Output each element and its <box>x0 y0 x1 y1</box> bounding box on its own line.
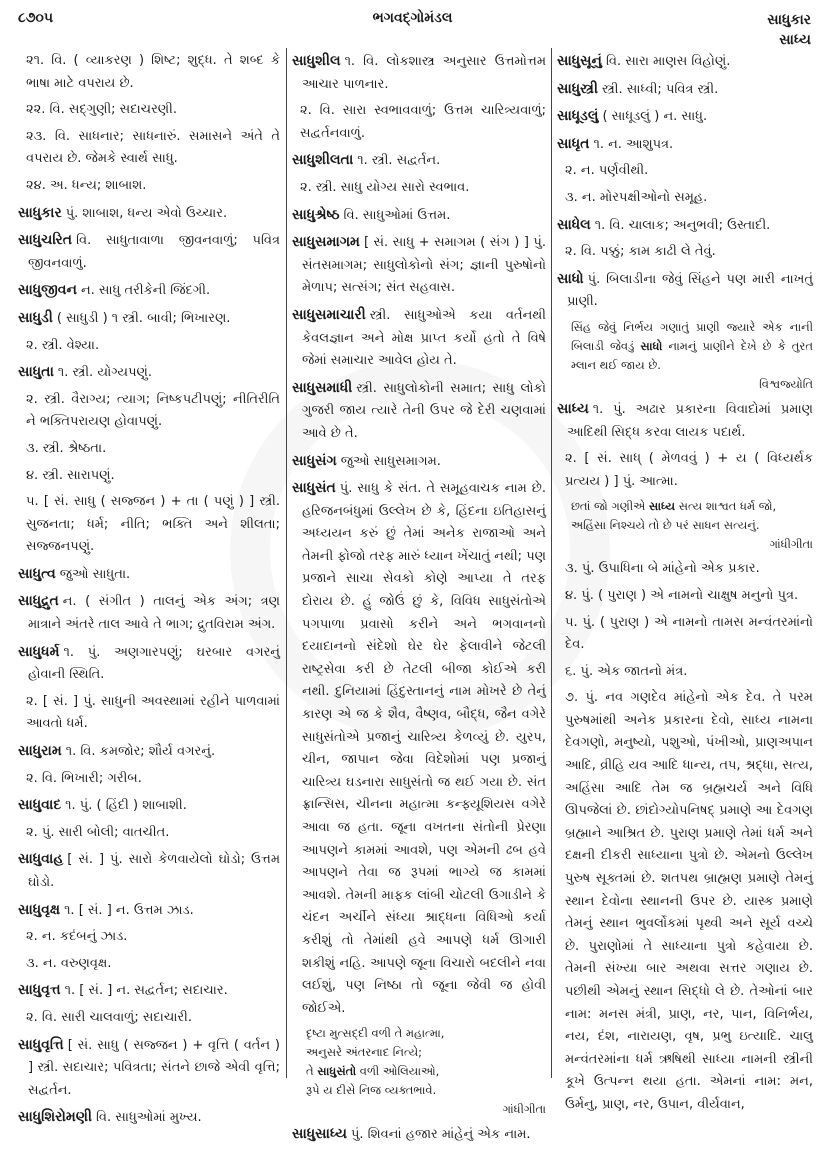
dictionary-entry <box>18 229 280 275</box>
entry-headword: સાધુસમાધી <box>292 379 353 396</box>
dictionary-entry <box>18 307 280 331</box>
entry-definition: પું. સાધુ કે સંત. તે સમૂહવાચક નામ છે. હરિજનબંધુમાં ઉલ્લેખ છે કે, હિંદના ઇતિહાસનું અધ્યયન કરું છું તેમાં અનેક રાજાઓ અને તેમની ફોજો તરફ મારું ધ્યાન ખેંચાતું નથી; પણ પ્રજાને સાચા સેવકો કોણે આપ્યા તે તરફ દોરાય છે. હું જોઉં છું કે, વિવિધ સાધુસંતોએ પગપાળા પ્રવાસો કરીને અને ભગવાનનો દયાદાનનો સંદેશો ઘેર ઘેર ફેલાવીને જેટલી રાષ્ટ્રસેવા કરી છે તેટલી બીજા કોઈએ કરી નથી. દુનિયામાં હિંદુસ્તાનનું નામ મોખરે છે તેનું કારણ એ જ કે શૈવ, વૈષ્ણવ, બૌદ્ધ, જૈન વગેરે સાધુસંતોએ પ્રજાનું ચારિત્ર્ય કેળવ્યું છે. યુરપ, ચીન, જાપાન જેવા વિદેશોમાં પણ પ્રજાનું ચારિત્ર્ય ઘડનારા સાધુસંતો જ થઈ ગયા છે. સંત ફ્રાન્સિસ, ચીનના મહાત્મા કન્ફ્યૂશિયસ વગેરે આવા જ હતા. જૂના વખતના સંતોની પ્રેરણા આપણને કામમાં આવશે, પણ એમની ઢબ હવે આપણને તેવા જ રૂપમાં ભાગ્યે જ કામમાં આવશે. તેમની માફક લાંબી ચોટલી ઉગાડીને કે ચંદન અર્ચીને સંધ્યા શ્રાદ્ધના વિધિઓ કર્યા કરીશું તો તેમાંથી હવે આપણે ધર્મ ઊગારી શકીશું નહિ. આપણે જૂના વિચારો બદલીને નવા લઈશું, પણ નિષ્ઠા તો જૂના જેવી જ હોવી જોઈએ. <box>302 481 546 1016</box>
sub-definition: ૨. સ્ત્રી. વૈરાગ્ય; ત્યાગ; નિષ્કપટીપણું; નીતિરીતિ ને ભક્તિપરાયણ હોવાપણું. <box>26 391 280 430</box>
quotation-line <box>571 516 813 535</box>
quotation-text: રૂપે ય દીસે નિજ વ્યક્તભાવે. <box>306 1083 437 1098</box>
entry-headword: સાધેલ <box>557 216 591 233</box>
quoted-headword: સાધો <box>640 338 663 353</box>
entry-headword: સાધુવૃત્તિ <box>18 1036 64 1053</box>
entry-headword: સાધુકાર <box>18 204 62 221</box>
dictionary-entry <box>557 214 813 238</box>
entry-definition: [ સં. સાધુ + સમાગમ ( સંગ ) ] પું. સંતસમાગમ; સાધુલોકોનો સંગ; જ્ઞાની પુરુષોનો મેળાપ; સત્સંગ; સંત સહવાસ. <box>302 235 546 296</box>
entry-headword: સાધુજીવન <box>18 282 77 299</box>
dictionary-entry <box>18 279 280 303</box>
dictionary-entry <box>18 899 280 923</box>
entry-headword: સાધુશીલતા <box>292 152 354 169</box>
dictionary-entry <box>18 1106 280 1130</box>
entry-headword: સાધૃત <box>557 135 590 152</box>
dictionary-entry <box>18 979 280 1003</box>
entry-headword: સાધુધર્મ <box>18 643 60 660</box>
dictionary-entry <box>292 450 546 474</box>
dictionary-entry <box>18 848 280 894</box>
quotation-source: વિશ્વજ્યોતિ <box>759 376 813 391</box>
entry-definition: વિ. સાધુઓમાં મુખ્ય. <box>95 1110 202 1126</box>
dictionary-entry <box>18 1034 280 1103</box>
entry-headword: સાધુવૃક્ષ <box>18 901 61 918</box>
dictionary-entry <box>18 202 280 226</box>
entry-headword: સાધુસૂનું <box>557 53 602 69</box>
entry-definition: ( સાધૂડલું ) ન. સાધુ. <box>602 109 708 125</box>
sub-definition: ૨૩. વિ. સાધનાર; સાધનારું. સમાસને અંતે તે વપરાય છે. જેમકે સ્વાર્થ સાધુ. <box>26 128 280 167</box>
entry-headword: સાધુતા <box>18 364 54 381</box>
dictionary-entry <box>18 641 280 687</box>
entry-headword: સાધુસંગ <box>292 452 337 469</box>
dictionary-entry <box>292 1123 546 1147</box>
dictionary-entry <box>557 105 813 129</box>
quotation-line <box>571 318 813 375</box>
sub-definition: ૨. વિ. પક્કું; કામ કાઢી લે તેવું. <box>565 244 716 260</box>
entry-headword: સાધુવાદ <box>18 797 62 814</box>
entry-headword: સાધુશ્રેષ્ઠ <box>292 206 340 223</box>
entry-headword: સાધુસાધ્ય <box>292 1126 347 1143</box>
guide-word-first: સાધુકાર <box>767 12 811 28</box>
entry-definition: ૧. પું. અણગારપણું; ઘરબાર વગરનું હોવાની સ્થિતિ. <box>28 644 280 683</box>
entry-headword: સાધુચરિત <box>18 232 73 249</box>
entry-definition: જુઓ સાધુતા. <box>59 566 131 582</box>
dictionary-entry <box>18 563 280 587</box>
entry-headword: સાધુશીલ <box>292 53 341 69</box>
sub-definition: ૨. સ્ત્રી. સાધુ યોગ્ય સારો સ્વભાવ. <box>300 179 470 195</box>
entry-definition: સ્ત્રી. સાધ્વી; પવિત્ર સ્ત્રી. <box>601 81 719 97</box>
sub-definition: ૨. વિ. સારા સ્વભાવવાળું; ઉત્તમ ચારિત્ર્યવાળું; સદ્વર્તનવાળું. <box>300 103 546 141</box>
sub-definition: ૫. [ સં. સાધુ ( સજ્જન ) + તા ( પણું ) ] સ્ત્રી. સુજનતા; ધર્મ; નીતિ; ભક્તિ અને શીલતા; સજ્જનપણું. <box>26 494 280 555</box>
dictionary-entry <box>292 377 546 446</box>
dictionary-entry <box>292 204 546 228</box>
dictionary-entry <box>557 133 813 157</box>
column-2 <box>292 50 546 1151</box>
quotation-source: ગાંધીગીતા <box>502 1102 546 1117</box>
column-1 <box>18 50 280 1134</box>
sub-definition: ૨. [ સં. સાધ્ ( મેળવવું ) + ય ( વિધ્યર્થક પ્રત્યય ) ] પું. આત્મા. <box>565 451 813 489</box>
entry-headword: સાધો <box>557 270 584 287</box>
entry-headword: સાધુવૃત્ત <box>18 982 61 999</box>
quotation-line <box>306 1081 546 1100</box>
entry-definition: જુઓ સાધુસમાગમ. <box>340 453 441 469</box>
entry-headword: સાધુરામ <box>18 743 62 760</box>
entry-definition: [ સં. સાધુ ( સજ્જન ) + વૃત્તિ ( વર્તન ) ] સ્ત્રી. સદાચાર; પવિત્રતા; સંતને છાજે એવી વૃત્તિ; સદ્વર્તન. <box>28 1037 280 1098</box>
dictionary-entry <box>557 50 813 74</box>
dictionary-entry <box>18 590 280 636</box>
sub-definition: ૪. પું. ( પુરાણ ) એ નામનો ચાક્ષુષ મનુનો પુત્ર. <box>565 587 799 603</box>
quotation-line <box>306 1043 546 1062</box>
dictionary-entry <box>292 149 546 173</box>
quotation-line <box>571 497 813 516</box>
dictionary-entry <box>292 50 546 96</box>
entry-headword: સાધુસમાગમ <box>292 234 360 251</box>
sub-definition: ૩. પું. ઉપાધિના બે માંહેનો એક પ્રકાર. <box>565 561 760 577</box>
sub-definition: ૩. સ્ત્રી. શ્રેષ્ઠતા. <box>26 440 107 456</box>
dictionary-entry <box>292 231 546 300</box>
sub-definition: ૪. સ્ત્રી. સારાપણું. <box>26 467 115 483</box>
column-3 <box>557 50 813 1121</box>
entry-definition: વિ. સારા માણસ વિહોણું. <box>605 54 731 69</box>
quotation-text: અનુસરે અંતરનાદ નિત્યે; <box>306 1045 423 1060</box>
quoted-headword: સાધુસંતો <box>317 1064 357 1079</box>
quotation-text: નામનું પ્રાણીને દેખે છે કે તુરત મ્લાન થઈ જાય છે. <box>571 338 813 372</box>
entry-definition: પું. શિવનાં હજાર માંહેનું એક નામ. <box>350 1127 531 1143</box>
entry-headword: સાધુવાહ <box>18 851 64 868</box>
quotation-text: અહિંસા નિશ્ચયે તો છે પરં સાધન સત્યનું. <box>571 518 760 533</box>
sub-definition: ૬. પું. એક જાતનો મંત્ર. <box>565 663 688 679</box>
sub-definition: ૨. ન. કદંબનું ઝાડ. <box>26 929 128 945</box>
entry-headword: સાધૂડલું <box>557 108 599 125</box>
entry-headword: સાધુસ્ત્રી <box>557 80 598 97</box>
entry-definition: પું. શાબાશ, ધન્ય એવો ઉચ્ચાર. <box>65 205 228 221</box>
dictionary-entry <box>18 740 280 764</box>
entry-headword: સાધુસંત <box>292 480 336 497</box>
entry-headword: સાધ્ય <box>557 400 589 417</box>
entry-definition: ન. સાધુ તરીકેની જિંદગી. <box>80 283 211 299</box>
entry-definition: ૧. સ્ત્રી. સદ્વર્તન. <box>357 153 441 169</box>
entry-definition: ન. ( સંગીત ) તાલનું એક અંગ; ત્રણ માત્રાને અંતરે તાલ આવે તે ભાગ; દ્રુતવિરામ અંગ. <box>28 594 280 633</box>
entry-headword: સાધુસમાચારી <box>292 306 366 323</box>
entry-definition: સ્ત્રી. સાધુલોકોની સમાત; સાધુ લોકો ગુજરી જાય ત્યારે તેની ઉપર જે દેરી ચણવામાં આવે છે તે. <box>302 380 546 441</box>
sub-definition: ૨. વિ. ભિખારી; ગરીબ. <box>26 770 142 786</box>
dictionary-entry <box>557 398 813 444</box>
entry-definition: [ સં. ] પું. સારો કેળવાયેલો ઘોડો; ઉત્તમ ઘોડો. <box>28 852 280 890</box>
entry-headword: સાધુડી <box>18 309 53 326</box>
sub-definition: ૨૪. અ. ધન્ય; શાબાશ. <box>26 177 147 193</box>
entry-definition: વિ. સાધુતાવાળા જીવનવાળું; પવિત્ર જીવનવાળું. <box>28 233 280 271</box>
sub-definition: ૨. ન. પર્ણવીથી. <box>565 163 649 179</box>
dictionary-entry <box>292 304 546 373</box>
entry-headword: સાધુદ્રુત <box>18 593 59 610</box>
entry-definition: ૧. વિ. કમજોર; શૌર્ય વગરનું. <box>65 744 216 760</box>
page-number: ૮૭૦૫ <box>18 10 54 26</box>
sub-definition: ૨. પું. સારી બોલી; વાતચીત. <box>26 824 170 840</box>
entry-definition: સ્ત્રી. સાધુઓએ કયા વર્તનથી કેવલજ્ઞાન અને મોક્ષ પ્રાપ્ત કર્યો હતો તે વિષે જેમાં સમાચાર આવેલ હોય તે. <box>302 307 546 369</box>
dictionary-entry <box>18 794 280 818</box>
quotation-text: સત્ય શાશ્વત ધર્મ જો, <box>675 499 777 514</box>
column-divider <box>286 48 287 1078</box>
sub-definition: ૨૨. વિ. સદ્ગુણી; સદાચરણી. <box>26 102 177 118</box>
sub-definition: ૭. પું. નવ ગણદેવ માંહેનો એક દેવ. તે પરમ પુરુષમાંથી અનેક પ્રકારના દેવો, સાધ્ય નામના દેવગણો, મનુષ્યો, પશુઓ, પંખીઓ, પ્રાણઅપાન આદિ, વ્રીહિ યવ આદિ ધાન્ય, તપ, શ્રદ્ધા, સત્ય, અહિંસા આદિ તેમ જ બ્રહ્મચર્ય અને વિધિ ઊપજેલાં છે. છાંદોગ્યોપનિષદ્ પ્રમાણે આ દેવગણ બ્રહ્માને આશ્રિત છે. પુરાણ પ્રમાણે તેમાં ધર્મ અને દક્ષની દીકરી સાધ્યાના પુત્રો છે. એમનો ઉલ્લેખ પુરુષ સૂક્તમાં છે. શતપથ બ્રાહ્મણ પ્રમાણે તેમનું સ્થાન દેવોના સ્થાનની ઉપર છે. યાસ્ક પ્રમાણે તેમનું સ્થાન ભુવર્લોકમાં પૃથ્વી અને સૂર્ય વચ્ચે છે. પુરાણોમાં તે સાધ્યાના પુત્રો કહેવાયા છે. તેમની સંખ્યા બાર અથવા સત્તર ગણાય છે. પછીથી એમનું સ્થાન સિદ્ધો લે છે. તેઓનાં બાર નામ: મનસ મંત્રી, પ્રાણ, નર, પાન, વિનિર્ભય, નય, દંશ, નારાયણ, વૃષ, પ્રભુ ઇત્યાદિ. ચાલુ મન્વંતરમાંના ધર્મ ઋષિથી સાધ્યા નામની સ્ત્રીની કૂખે ઉત્પન્ન થયા હતા. એમનાં નામ: મન, ઉર્મનુ, પ્રાણ, નર, ઉપાન, વીર્યવાન, <box>565 690 813 1112</box>
quotation <box>557 497 813 554</box>
sub-definition: ૩. ન. મોરપક્ષીઓનો સમૂહ. <box>565 189 708 205</box>
quotation-text: વળી ઓલિયાઓ, <box>356 1064 440 1079</box>
entry-headword: સાધુશિરોમણી <box>18 1109 92 1126</box>
sub-definition: ૨. [ સં. ] પું. સાધુની અવસ્થામાં રહીને પાળવામાં આવતો ધર્મ. <box>26 693 280 732</box>
entry-definition: વિ. સાધુઓમાં ઉત્તમ. <box>343 207 451 223</box>
entry-definition: ૧. [ સં. ] ન. ઉત્તમ ઝાડ. <box>64 902 194 918</box>
entry-headword: સાધુત્વ <box>18 565 56 582</box>
quotation <box>292 1024 546 1119</box>
guide-word-last: સાધ્ય <box>779 32 811 48</box>
quotation <box>557 318 813 394</box>
entry-definition: ( સાધુડી ) ૧ સ્ત્રી. બાવી; ભિખારણ. <box>56 310 231 326</box>
dictionary-entry <box>292 477 546 1020</box>
sub-definition: ૨. સ્ત્રી. વેશ્યા. <box>26 337 100 353</box>
entry-definition: ૧. સ્ત્રી. યોગ્યપણું. <box>57 365 152 381</box>
quotation-line <box>306 1062 546 1081</box>
column-divider <box>551 48 552 1078</box>
quotation-source: ગાંધીગીતા <box>769 537 813 552</box>
dictionary-entry <box>557 268 813 314</box>
entry-definition: ૧. ન. આશુપત્ર. <box>593 136 674 152</box>
quotation-text: તે <box>306 1064 318 1079</box>
dictionary-entry <box>557 78 813 102</box>
sub-definition: ૨. વિ. સારી ચાલવાળું; સદાચારી. <box>26 1009 192 1025</box>
sub-definition: ૫. પું. ( પુરાણ ) એ નામનો તામસ મન્વંતરમાંનો દેવ. <box>565 614 813 653</box>
entry-definition: ૧. વિ. લોકશાસ્ત્ર અનુસાર ઉત્તમોત્તમ આચાર પાળનાર. <box>302 54 546 92</box>
entry-definition: ૧. વિ. ચાલાક; અનુભવી; ઉસ્તાદી. <box>594 217 771 233</box>
dictionary-entry <box>18 361 280 385</box>
sub-definition: ૨૧. વિ. ( વ્યાકરણ ) શિષ્ટ; શુદ્ધ. તે શબ્દ કે ભાષા માટે વપરાય છે. <box>26 53 280 91</box>
sub-definition: ૩. ન. વરુણવૃક્ષ. <box>26 955 112 971</box>
entry-definition: પું. બિલાડીના જેવું સિંહને પણ મારી નાખતું પ્રાણી. <box>567 271 813 310</box>
quotation-text: સિંહ જેવું નિર્ભય ગણાતું પ્રાણી જ્યારે એક નાની બિલાડી જેવડું <box>571 319 813 353</box>
quoted-headword: સાધ્ય <box>648 499 676 514</box>
quotation-text: છતાં જો ગણીએ <box>571 499 649 514</box>
quotation-text: દૃષ્ટા મુત્સદ્દી વળી તે મહાત્મા, <box>306 1026 445 1041</box>
entry-definition: ૧. [ સં. ] ન. સદ્વર્તન; સદાચાર. <box>64 983 228 999</box>
guide-words <box>767 10 811 50</box>
entry-definition: ૧. પું. ( હિંદી ) શાબાશી. <box>65 798 187 814</box>
entry-definition: ૧. પું. અઢાર પ્રકારના વિવાદોમાં પ્રમાણ આદિથી સિદ્ધ કરવા લાયક પદાર્થ. <box>567 401 813 440</box>
page-title: ભગવદ્ગોમંડલ <box>372 10 453 26</box>
quotation-line <box>306 1024 546 1043</box>
